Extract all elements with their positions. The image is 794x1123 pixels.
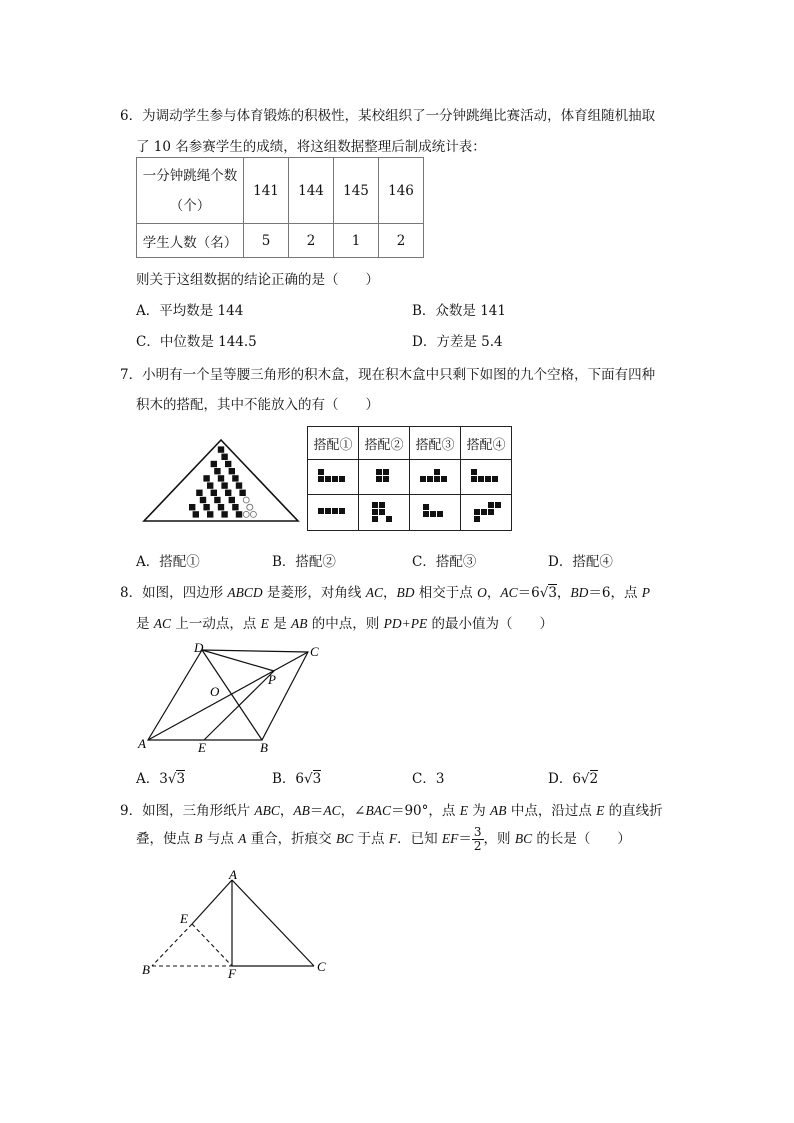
block-square: [372, 509, 378, 515]
block-square: [488, 509, 494, 515]
filled-cell: [214, 468, 220, 474]
block-piece: [308, 460, 359, 495]
filled-cell: [229, 468, 235, 474]
q6-option-c: C．中位数是 144.5: [136, 334, 257, 350]
q9-line2: 叠，使点 B 与点 A 重合，折痕交 BC 于点 F．已知 EF＝ $\frac{3}{2}$ ，则 BC 的长是（ ）: [136, 825, 631, 853]
block-piece-icon: [411, 496, 459, 526]
block-square: [325, 476, 331, 482]
filled-cell: [218, 475, 224, 481]
filled-cell: [218, 504, 224, 510]
q7-option-b: B．搭配②: [272, 554, 336, 570]
filled-cell: [225, 461, 231, 467]
empty-cell: [243, 511, 249, 517]
filled-cell: [236, 482, 242, 488]
block-square: [474, 509, 480, 515]
empty-cell: [250, 511, 256, 517]
q7-option-c: C．搭配③: [412, 554, 477, 570]
block-square: [318, 469, 324, 475]
block-square: [318, 508, 324, 514]
block-piece-icon: [360, 460, 408, 490]
block-square: [420, 476, 426, 482]
label-b: B: [260, 740, 268, 755]
block-square: [339, 508, 345, 514]
block-piece: [410, 495, 461, 531]
q8-line1: 8．如图，四边形 ABCD 是菱形，对角线 AC，BD 相交于点 O，AC＝6√3，BD＝6，点 P: [120, 585, 651, 601]
block-square: [423, 504, 429, 510]
block-square: [474, 516, 480, 522]
q8-option-d: D．6√2: [548, 771, 599, 787]
block-square: [481, 509, 487, 515]
block-square: [372, 502, 378, 508]
filled-cell: [229, 497, 235, 503]
label-f: F: [228, 966, 236, 981]
filled-cell: [232, 504, 238, 510]
q8-line2: 是 AC 上一动点，点 E 是 AB 的中点，则 PD+PE 的最小值为（ ）: [136, 616, 553, 632]
q7-option-d: D．搭配④: [548, 554, 613, 570]
label-o: O: [210, 684, 220, 699]
block-square: [376, 476, 382, 482]
q6-question: 则关于这组数据的结论正确的是（ ）: [136, 272, 379, 288]
filled-cell: [203, 475, 209, 481]
table-header: 搭配②: [359, 427, 410, 460]
block-square: [318, 476, 324, 482]
block-piece: [308, 495, 359, 531]
block-square: [495, 502, 501, 508]
filled-cell: [200, 497, 206, 503]
block-square: [379, 502, 385, 508]
filled-cell: [203, 504, 209, 510]
block-square: [492, 476, 498, 482]
table-cell: 2: [379, 224, 424, 258]
filled-cell: [207, 482, 213, 488]
q6-line2: 了 10 名参赛学生的成绩，将这组数据整理后制成统计表：: [136, 139, 486, 155]
table-row-label: 学生人数（名）: [137, 224, 244, 258]
q6-stat-table: [136, 157, 424, 258]
table-cell: 141: [244, 158, 289, 224]
label-b: B: [142, 962, 150, 977]
block-piece-icon: [360, 496, 408, 526]
table-row-label: 一分钟跳绳个数 （个）: [137, 158, 244, 224]
label-c: C: [317, 959, 326, 974]
q7-line1: 7．小明有一个呈等腰三角形的积木盒，现在积木盒中只剩下如图的九个空格，下面有四种: [120, 367, 656, 383]
filled-cell: [196, 490, 202, 496]
block-square: [383, 476, 389, 482]
block-square: [434, 476, 440, 482]
filled-cell: [211, 461, 217, 467]
block-square: [434, 469, 440, 475]
block-piece-icon: [462, 460, 510, 490]
filled-cell: [225, 490, 231, 496]
block-piece: [359, 460, 410, 495]
block-piece-icon: [411, 460, 459, 490]
filled-cell: [221, 482, 227, 488]
label-e: E: [198, 740, 206, 755]
block-piece: [359, 495, 410, 531]
table-cell: 1: [334, 224, 379, 258]
filled-cell: [232, 475, 238, 481]
label-c: C: [310, 644, 319, 659]
q8-option-b: B．6√3: [272, 771, 322, 787]
fraction: $\frac{3}{2}$: [473, 825, 482, 853]
block-square: [485, 476, 491, 482]
block-square: [386, 516, 392, 522]
filled-cell: [221, 511, 227, 517]
q7-arrangement-table: [307, 426, 512, 531]
filled-cell: [189, 504, 195, 510]
empty-cell: [247, 504, 253, 510]
q6-option-a: A．平均数是 144: [136, 303, 244, 319]
block-square: [427, 476, 433, 482]
table-header: 搭配③: [410, 427, 461, 460]
filled-cell: [193, 511, 199, 517]
block-square: [332, 476, 338, 482]
empty-cell: [243, 497, 249, 503]
q6-option-b: B．众数是 141: [412, 303, 506, 319]
block-square: [423, 511, 429, 517]
block-piece: [410, 460, 461, 495]
filled-cell: [218, 446, 224, 452]
label-a: A: [229, 868, 237, 882]
label-p: P: [268, 672, 276, 687]
block-square: [441, 476, 447, 482]
block-piece-icon: [309, 460, 357, 490]
q7-line2: 积木的搭配，其中不能放入的有（ ）: [136, 397, 379, 413]
label-e: E: [180, 911, 188, 926]
block-piece-icon: [462, 496, 510, 526]
table-header: 搭配④: [461, 427, 512, 460]
block-square: [488, 502, 494, 508]
block-square: [325, 508, 331, 514]
block-square: [379, 509, 385, 515]
filled-cell: [236, 511, 242, 517]
q6-line1: 6．为调动学生参与体育锻炼的积极性，某校组织了一分钟跳绳比赛活动，体育组随机抽取: [120, 108, 656, 124]
table-cell: 146: [379, 158, 424, 224]
block-square: [372, 516, 378, 522]
block-square: [430, 511, 436, 517]
q6-option-d: D．方差是 5.4: [412, 334, 503, 350]
label-a: A: [138, 736, 146, 751]
filled-cell: [221, 454, 227, 460]
q8-option-c: C．3: [412, 771, 445, 787]
block-piece: [461, 460, 512, 495]
filled-cell: [211, 490, 217, 496]
block-square: [478, 476, 484, 482]
block-square: [471, 476, 477, 482]
table-cell: 144: [289, 158, 334, 224]
block-square: [471, 469, 477, 475]
filled-cell: [207, 511, 213, 517]
q9-line1: 9．如图，三角形纸片 ABC，AB＝AC，∠BAC＝90°，点 E 为 AB 中点，沿过点 E 的直线折: [120, 803, 663, 819]
block-square: [339, 476, 345, 482]
block-square: [437, 511, 443, 517]
rhombus-figure: [136, 638, 336, 758]
block-piece-icon: [309, 496, 357, 526]
block-piece: [461, 495, 512, 531]
block-square: [383, 469, 389, 475]
q8-option-a: A．3√3: [136, 771, 186, 787]
block-square: [376, 469, 382, 475]
filled-cell: [214, 497, 220, 503]
q7-option-a: A．搭配①: [136, 554, 200, 570]
block-box-triangle: [140, 436, 302, 524]
table-header: 搭配①: [308, 427, 359, 460]
table-cell: 145: [334, 158, 379, 224]
table-cell: 5: [244, 224, 289, 258]
filled-cell: [239, 490, 245, 496]
folded-triangle-figure: [136, 868, 336, 984]
label-d: D: [194, 640, 204, 655]
table-cell: 2: [289, 224, 334, 258]
block-square: [332, 508, 338, 514]
